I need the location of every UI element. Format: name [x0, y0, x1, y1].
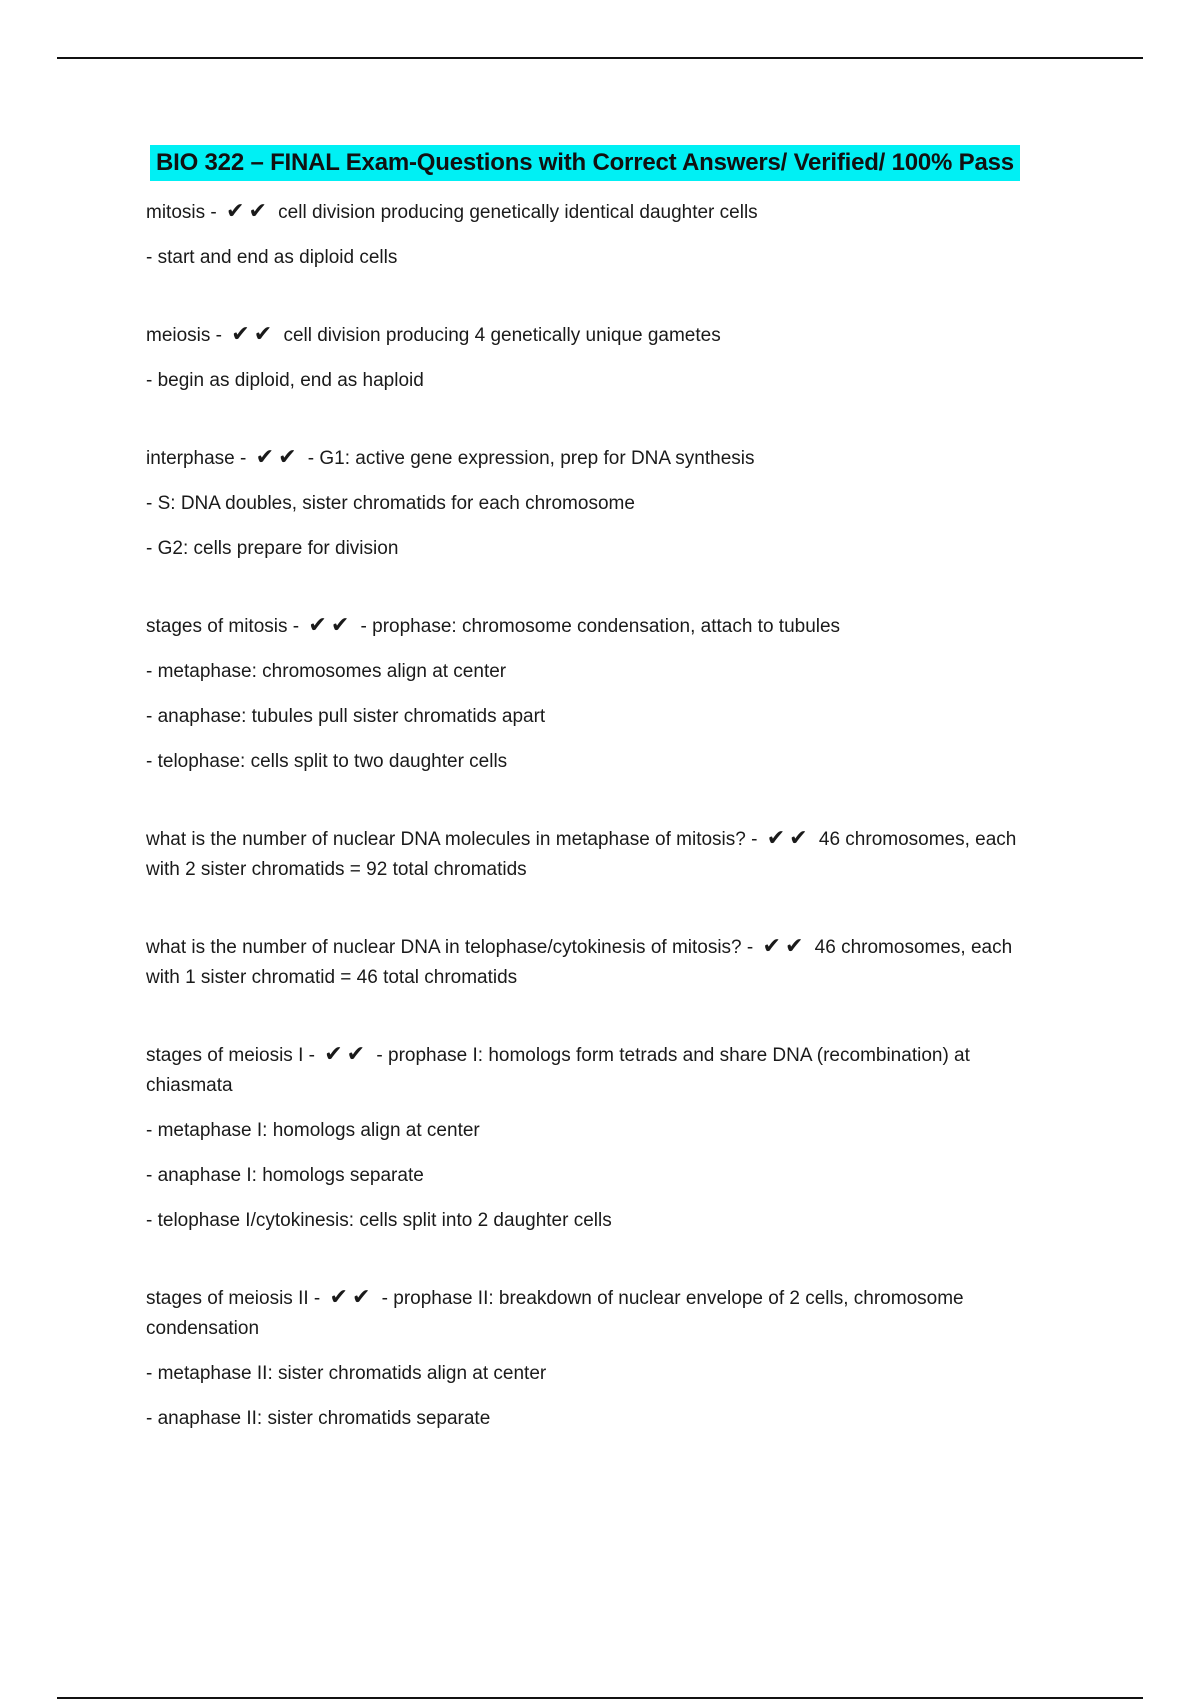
qa-entry	[146, 321, 1046, 396]
qa-line	[146, 1284, 1046, 1344]
checkmark-icon: ✔ ✔	[231, 321, 273, 346]
answer-detail: - telophase: cells split to two daughter cells	[146, 751, 508, 772]
question-text: mitosis -	[146, 202, 217, 223]
answer-text: 46 chromosomes, each with 2 sister chromatids = 92 total chromatids	[146, 829, 1017, 880]
question-text: what is the number of nuclear DNA in telophase/cytokinesis of mitosis? -	[146, 937, 754, 958]
qa-line	[146, 321, 1046, 351]
answer-detail: - start and end as diploid cells	[146, 247, 398, 268]
answer-detail: - anaphase: tubules pull sister chromatids apart	[146, 706, 546, 727]
question-text: interphase -	[146, 448, 247, 469]
qa-line	[146, 1041, 1046, 1101]
answer-detail: - telophase I/cytokinesis: cells split into 2 daughter cells	[146, 1210, 612, 1231]
checkmark-icon: ✔ ✔	[226, 198, 267, 223]
question-text: what is the number of nuclear DNA molecules in metaphase of mitosis? -	[146, 829, 758, 850]
qa-entry	[146, 612, 1046, 777]
qa-entry	[146, 444, 1046, 564]
answer-text: - prophase I: homologs form tetrads and share DNA (recombination) at chiasmata	[146, 1045, 970, 1096]
answer-detail: - metaphase II: sister chromatids align at center	[146, 1363, 547, 1384]
answer-detail: - S: DNA doubles, sister chromatids for each chromosome	[146, 493, 635, 514]
qa-list	[146, 198, 1046, 1482]
footer-rule	[57, 1697, 1143, 1699]
answer-text: - G1: active gene expression, prep for DNA synthesis	[307, 448, 755, 469]
answer-text: cell division producing genetically identical daughter cells	[278, 202, 758, 223]
answer-detail: - metaphase: chromosomes align at center	[146, 661, 507, 682]
checkmark-icon: ✔ ✔	[329, 1284, 371, 1309]
qa-line	[146, 933, 1046, 993]
qa-entry	[146, 933, 1046, 993]
answer-detail: - begin as diploid, end as haploid	[146, 370, 424, 391]
checkmark-icon: ✔ ✔	[308, 612, 350, 637]
qa-entry	[146, 825, 1046, 885]
checkmark-icon: ✔ ✔	[255, 444, 297, 469]
answer-detail: - anaphase II: sister chromatids separate	[146, 1408, 491, 1429]
checkmark-icon: ✔ ✔	[324, 1041, 366, 1066]
checkmark-icon: ✔ ✔	[762, 933, 804, 958]
header-rule	[57, 57, 1143, 59]
answer-detail: - anaphase I: homologs separate	[146, 1165, 424, 1186]
qa-entry	[146, 198, 1046, 273]
answer-text: 46 chromosomes, each with 1 sister chromatid = 46 total chromatids	[146, 937, 1013, 988]
qa-line	[146, 198, 1046, 228]
question-text: stages of mitosis -	[146, 616, 300, 637]
qa-line	[146, 825, 1046, 885]
checkmark-icon: ✔ ✔	[766, 825, 808, 850]
question-text: meiosis -	[146, 325, 223, 346]
qa-line	[146, 612, 1046, 642]
answer-text: - prophase II: breakdown of nuclear envelope of 2 cells, chromosome condensation	[146, 1288, 964, 1339]
answer-detail: - G2: cells prepare for division	[146, 538, 399, 559]
qa-entry	[146, 1041, 1046, 1236]
page-title: BIO 322 – FINAL Exam-Questions with Correct Answers/ Verified/ 100% Pass	[150, 145, 1020, 181]
answer-text: cell division producing 4 genetically unique gametes	[283, 325, 721, 346]
question-text: stages of meiosis II -	[146, 1288, 321, 1309]
question-text: stages of meiosis I -	[146, 1045, 315, 1066]
qa-line	[146, 444, 1046, 474]
qa-entry	[146, 1284, 1046, 1434]
answer-detail: - metaphase I: homologs align at center	[146, 1120, 480, 1141]
answer-text: - prophase: chromosome condensation, attach to tubules	[360, 616, 841, 637]
